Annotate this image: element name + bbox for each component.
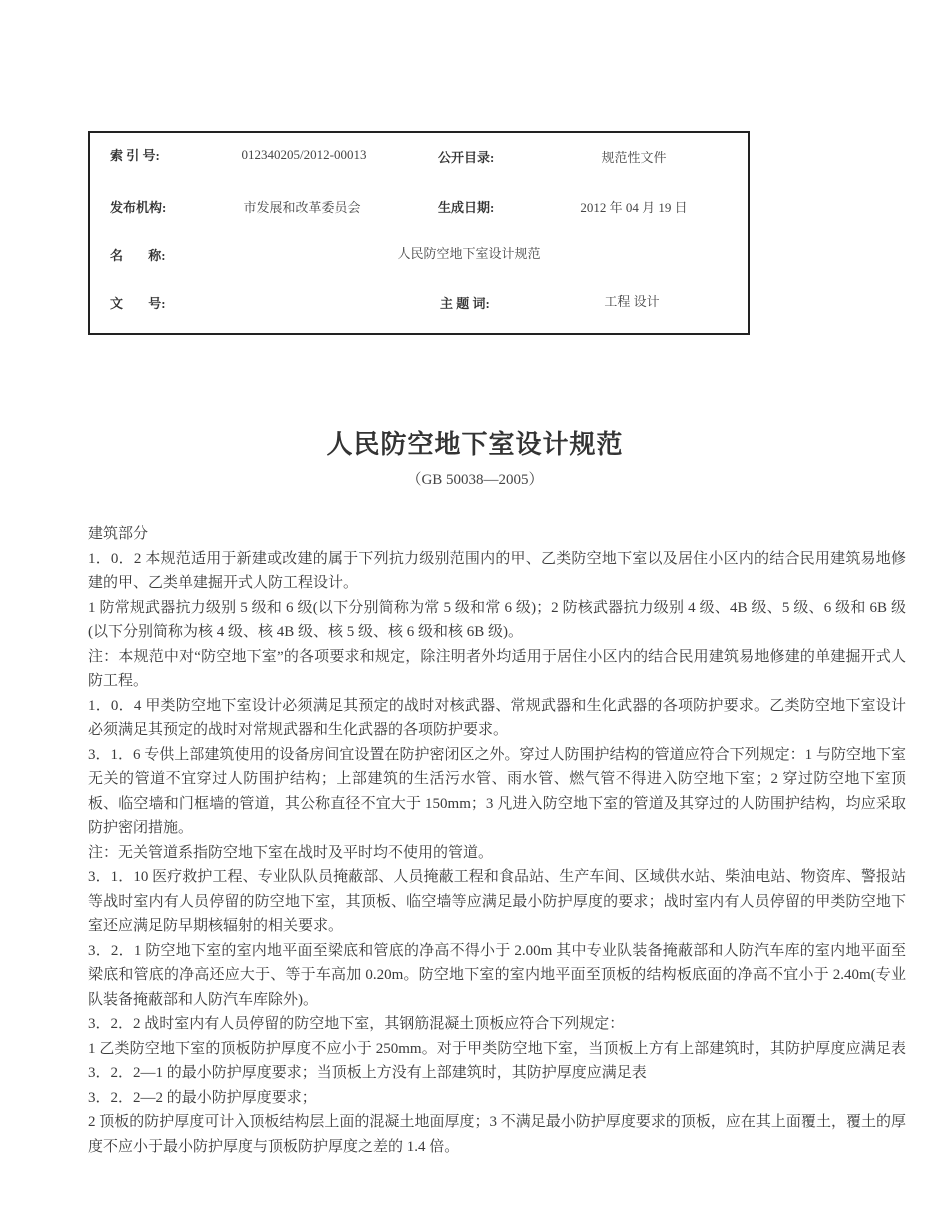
public-catalog-label: 公开目录: [438, 150, 495, 165]
index-number-value: 012340205/2012-00013 [241, 147, 367, 162]
keywords-label: 主 题 词: [440, 296, 490, 311]
title-name-label: 名 称: [110, 248, 166, 263]
body-paragraph: 1．0．2 本规范适用于新建或改建的属于下列抗力级别范围内的甲、乙类防空地下室以及居住小区内的结合民用建筑易地修建的甲、乙类单建掘开式人防工程设计。 [88, 550, 906, 591]
body-paragraph: 3．1．6 专供上部建筑使用的设备房间宜设置在防护密闭区之外。穿过人防围护结构的管道应符合下列规定：1 与防空地下室无关的管道不宜穿过人防围护结构；上部建筑的生活污水管、雨水管、燃气管不得进入防空地下室；2 穿过防空地下室顶板、临空墙和门框墙的管道，其公称直径不宜大于 150mm；3 凡进入防空地下室的管道及其穿过的人防围护结构，均应采取防护密闭措施。 [88, 746, 906, 836]
body-paragraph: 注：无关管道系指防空地下室在战时及平时均不使用的管道。 [88, 844, 494, 861]
body-paragraph: 1 乙类防空地下室的顶板防护厚度不应小于 250mm。对于甲类防空地下室，当顶板上方有上部建筑时，其防护厚度应满足表 3．2．2—1 的最小防护厚度要求；当顶板上方没有上部建筑时，其防护厚度应满足表 [88, 1040, 906, 1081]
document-info-table [88, 131, 750, 335]
body-paragraph: 3．2．2—2 的最小防护厚度要求； [88, 1089, 317, 1106]
body-paragraph: 3．2．2 战时室内有人员停留的防空地下室，其钢筋混凝土顶板应符合下列规定： [88, 1016, 625, 1032]
body-paragraph: 1．0．4 甲类防空地下室设计必须满足其预定的战时对核武器、常规武器和生化武器的各项防护要求。乙类防空地下室设计必须满足其预定的战时对常规武器和生化武器的各项防护要求。 [88, 697, 906, 738]
body-paragraph: 3．1．10 医疗救护工程、专业队队员掩蔽部、人员掩蔽工程和食品站、生产车间、区域供水站、柴油电站、物资库、警报站等战时室内有人员停留的防空地下室，其顶板、临空墙等应满足最小防护厚度的要求；战时室内有人员停留的甲类防空地下室还应满足防早期核辐射的相关要求。 [88, 869, 906, 934]
public-catalog-value: 规范性文件 [601, 150, 667, 165]
section-heading: 建筑部分 [88, 526, 149, 542]
body-paragraph: 注：本规范中对“防空地下室”的各项要求和规定，除注明者外均适用于居住小区内的结合民用建筑易地修建的单建掘开式人防工程。 [88, 648, 906, 689]
document-standard-code: （GB 50038—2005） [406, 472, 544, 488]
issuer-value: 市发展和改革委员会 [243, 200, 361, 215]
body-paragraph: 2 顶板的防护厚度可计入顶板结构层上面的混凝土地面厚度；3 不满足最小防护厚度要求的顶板，应在其上面覆土，覆土的厚度不应小于最小防护厚度与顶板防护厚度之差的 1.4 倍。 [88, 1114, 906, 1155]
index-number-label: 索 引 号: [110, 148, 160, 163]
generated-date-label: 生成日期: [438, 200, 495, 215]
document-title: 人民防空地下室设计规范 [326, 430, 624, 459]
body-paragraph: 3．2．1 防空地下室的室内地平面至梁底和管底的净高不得小于 2.00m 其中专业队装备掩蔽部和人防汽车库的室内地平面至梁底和管底的净高还应大于、等于车高加 0.20m。防空地下室的室内地平面至顶板的结构板底面的净高不宜小于 2.40m(专业队装备掩蔽部和人防汽车库除外)。 [88, 942, 906, 1008]
document-body [88, 522, 906, 1159]
generated-date-value: 2012 年 04 月 19 日 [580, 200, 688, 215]
title-name-value: 人民防空地下室设计规范 [397, 246, 541, 261]
keywords-value: 工程 设计 [604, 294, 660, 309]
doc-number-label: 文 号: [110, 296, 166, 311]
issuer-label: 发布机构: [110, 200, 167, 215]
body-paragraph: 1 防常规武器抗力级别 5 级和 6 级(以下分别简称为常 5 级和常 6 级)；2 防核武器抗力级别 4 级、4B 级、5 级、6 级和 6B 级(以下分别简称为核 4 级、核 4B 级、核 5 级、核 6 级和核 6B 级)。 [88, 599, 906, 640]
